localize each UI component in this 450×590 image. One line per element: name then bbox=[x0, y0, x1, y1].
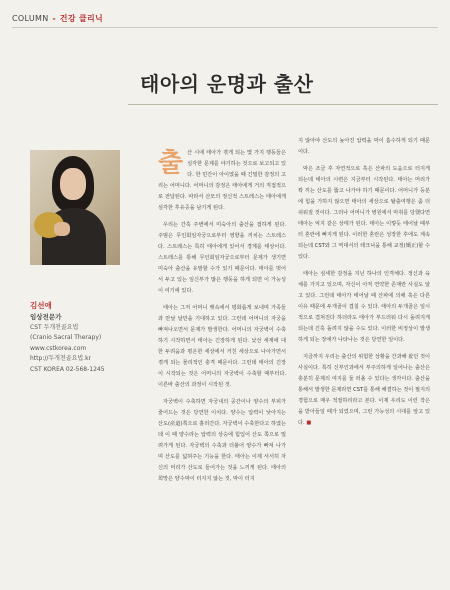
author-website-korean: http://두개천골요법.kr bbox=[30, 355, 92, 362]
article-column-1 bbox=[158, 148, 286, 573]
author-role: 임상전문가 bbox=[30, 313, 62, 321]
paragraph: 막은 조금 후 자연적으로 혹은 산파의 도움으로 터지게 되는데 태아의 시련은 지금부터 시작된다. 태아는 머리가 꽉 끼는 산도를 뚫고 나가야 하기 때문이다. 어머니가 등분에 힘을 가하지 않으면 태아의 세상으로 탈출여행은 좀 더 쉬워질 것이다. 그러나 어머니가 병원에서 마취를 당했다면 태아는 억지 같은 상태가 된다. 태아는 이렇듯 태어날 때부터 혼란에 빠지게 된다. 이러한 혼란은 성장한 후에도 계속되는데 CST와 그 역대서의 테크닉을 통해 교정(矯正)할 수 있다. bbox=[298, 166, 430, 260]
paragraph bbox=[298, 352, 430, 429]
paragraph: 태아는 심세한 감정을 지닌 하나의 인격체다. 정신과 육체를 가지고 있으며, 자신이 아직 연약한 존재란 사실도 알고 있다. 그런데 태아가 태어날 때 산파에 의해 혹은 다른 이유 때문에 두개골이 겹칠 수 있다. 태아의 두개골은 일시적으로 겹쳐진다 하더라도 태아가 부드러워 다시 돌려지게 되는데 긴혹 돌려지 않을 수도 있다. 이러한 비정상이 발생하게 되는 장애가 나타나는 것은 당연한 일이다. bbox=[298, 271, 430, 343]
paragraph: 태아는 그저 어머니 뱃속에서 평화롭게 보내며 가족들과 만날 날만을 기대하고 있다. 그런데 어머니의 자궁을 빠져나오면서 문제가 발생한다. 어머니의 자궁벽이 수축하기 시작하면서 태아는 긴장하게 된다. 낯선 세계에 대한 두려움과 평온한 세상에서 거친 세상으로 나아가면서 겪게 되는 물리적인 충격 때문이다. 그런데 태아의 긴장이 시작되는 것은 어머니의 자궁벽이 수축할 때부터다. 이른바 출산의 과정이 시작된 것. bbox=[158, 305, 286, 388]
header-divider bbox=[12, 27, 438, 28]
article-title: 태아의 운명과 출산 bbox=[140, 72, 314, 96]
author-affiliation: CST 두개천골요법 bbox=[30, 323, 79, 331]
column-label: COLUMN bbox=[12, 14, 49, 23]
author-info bbox=[30, 300, 125, 375]
author-website: www.cstkorea.com bbox=[30, 344, 87, 352]
paragraph: 우리는 간혹 주변에서 미숙아의 출산을 접하게 된다. 주범은 무인회임자궁으로부터 영향을 끼치는 스트레스다. 스트레스는 특히 태아에게 있어서 경계를 태상이다. 스트레스를 통해 무인회임자궁으로부터 문제가 생기면 미숙아 출산을 유발할 수가 있기 때문이다. 태아를 벗어서 두고 있는 임신부가 많은 행동을 하게 되면 이 가능성이 여기에 있다. bbox=[158, 222, 286, 294]
paragraph: 지 않아야 산도의 높아진 압력을 막이 흡수하게 되기 때문이다. bbox=[298, 138, 430, 155]
column-category: 건강 클리닉 bbox=[59, 14, 104, 23]
author-name: 김선애 bbox=[30, 301, 52, 310]
author-photo bbox=[30, 150, 120, 265]
title-divider bbox=[128, 104, 438, 105]
article-column-2 bbox=[298, 136, 430, 484]
header-separator: - bbox=[52, 14, 56, 23]
author-contact: CST KOREA 02-568-1245 bbox=[30, 365, 105, 373]
paragraph: 산 시에 태아가 겪게 되는 몇 가지 행동들은 심각한 문제를 야기하는 것으로 보고되고 있다. 한 민간이 아이였을 때 긴밀한 감정의 고리는 어머니다. 어머니의 감정은 태아에게 거의 직접적으로 전달된다. 따라서 산모의 정신적 스트레스는 태아에게 심각한 후유증을 남기게 된다. bbox=[158, 150, 286, 211]
drop-cap: 출 bbox=[158, 148, 184, 178]
paragraph-text: 지금까지 우리는 출산의 위험한 상황을 간과해 왔던 것이 사실이다. 특히 신부인과에서 부주의하게 일어나는 출산은 충분히 문제의 여지를 둘 러올 수 있다는 생각이다. 출산을 통해서 발생한 문제라면 CST를 통해 해결하는 것이 필지의 경험으로 매우 적절하리라고 본다. 이제 우리도 이런 작은을 받아들일 때가 되었으며, 그런 가능성의 시대를 앞고 있다. bbox=[298, 354, 430, 426]
end-mark: ■ bbox=[306, 420, 312, 426]
paragraph: 자궁벽이 수축하면 자궁내의 공간이나 양수의 부피가 줄어드는 것은 당연한 이치다. 양수는 압력이 낮아지는 산도(産道)쪽으로 흘러간다. 자궁벽이 수축한다고 하였는데 이 때 양수라는 압력의 상승에 힘입어 산도 쪽으로 밀려가게 된다. 자궁벽의 수축과 더불어 양수가 빠져 나가며 산도를 넓혀주는 기능을 한다. 태아는 이제 서서히 자신의 머리가 산도로 들어가는 것을 느끼게 된다. 태아의 희망은 양수막이 터지지 않는 것, 막이 터지 bbox=[158, 399, 286, 482]
author-affiliation-english: (Cranio Sacral Therapy) bbox=[30, 334, 102, 341]
